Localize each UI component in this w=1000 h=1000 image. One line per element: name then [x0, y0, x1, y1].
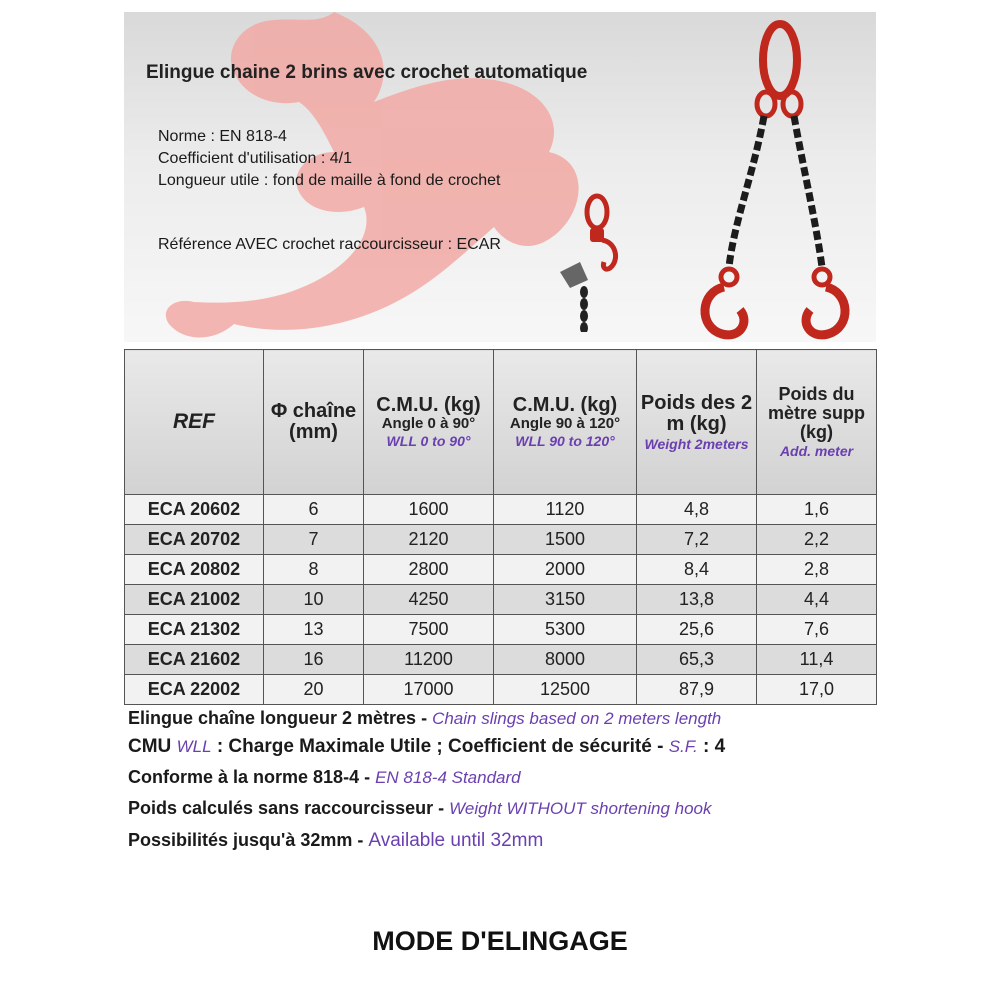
table-row: [125, 675, 877, 705]
cell-ref: ECA 21002: [125, 585, 264, 615]
cell-diameter: 20: [264, 675, 364, 705]
table-row: [125, 525, 877, 555]
table-row: [125, 585, 877, 615]
cell-weight-extra: 1,6: [757, 495, 877, 525]
cell-weight-extra: 7,6: [757, 615, 877, 645]
spec-coefficient: Coefficient d'utilisation : 4/1: [158, 150, 352, 167]
table-row: [125, 495, 877, 525]
chain-sling-image: [694, 12, 874, 342]
cell-diameter: 8: [264, 555, 364, 585]
cell-weight-2m: 8,4: [637, 555, 757, 585]
table-header-row: [125, 350, 877, 495]
cell-weight-2m: 13,8: [637, 585, 757, 615]
cell-weight-extra: 17,0: [757, 675, 877, 705]
note-length: Elingue chaîne longueur 2 mètres - Chain slings based on 2 meters length: [128, 708, 722, 728]
cell-diameter: 7: [264, 525, 364, 555]
cell-ref: ECA 20702: [125, 525, 264, 555]
cell-weight-2m: 65,3: [637, 645, 757, 675]
note-availability: Possibilités jusqu'à 32mm - Available until 32mm: [128, 830, 544, 851]
specifications-table: [124, 349, 877, 705]
shortening-hook-image: [554, 192, 624, 332]
spec-reference: Référence AVEC crochet raccourcisseur : ECAR: [158, 236, 501, 253]
column-header-weight-extra-meter: Poids du mètre supp (kg) Add. meter: [757, 350, 877, 495]
cell-ref: ECA 22002: [125, 675, 264, 705]
cell-wll-90-120: 1500: [494, 525, 637, 555]
cell-wll-90-120: 8000: [494, 645, 637, 675]
cell-wll-0-90: 2120: [364, 525, 494, 555]
product-title: Elingue chaine 2 brins avec crochet automatique: [146, 62, 588, 83]
column-header-ref: REF: [125, 350, 264, 495]
mode-title: MODE D'ELINGAGE: [372, 926, 628, 956]
cell-weight-2m: 25,6: [637, 615, 757, 645]
spec-length: Longueur utile : fond de maille à fond de crochet: [158, 172, 501, 189]
cell-wll-0-90: 11200: [364, 645, 494, 675]
cell-wll-0-90: 1600: [364, 495, 494, 525]
cell-ref: ECA 20602: [125, 495, 264, 525]
cell-diameter: 16: [264, 645, 364, 675]
cell-ref: ECA 21602: [125, 645, 264, 675]
cell-weight-extra: 11,4: [757, 645, 877, 675]
cell-wll-90-120: 3150: [494, 585, 637, 615]
cell-wll-90-120: 5300: [494, 615, 637, 645]
cell-weight-extra: 2,2: [757, 525, 877, 555]
cell-weight-2m: 4,8: [637, 495, 757, 525]
cell-diameter: 6: [264, 495, 364, 525]
cell-weight-extra: 2,8: [757, 555, 877, 585]
cell-wll-90-120: 1120: [494, 495, 637, 525]
cell-weight-2m: 7,2: [637, 525, 757, 555]
cell-wll-0-90: 2800: [364, 555, 494, 585]
table-row: [125, 645, 877, 675]
note-norm: Conforme à la norme 818-4 - EN 818-4 Standard: [128, 767, 521, 787]
spec-norm: Norme : EN 818-4: [158, 128, 287, 145]
table-row: [125, 615, 877, 645]
table-body: [125, 495, 877, 705]
table-row: [125, 555, 877, 585]
column-header-wll-90-120: C.M.U. (kg) Angle 90 à 120° WLL 90 to 120°: [494, 350, 637, 495]
cell-wll-0-90: 7500: [364, 615, 494, 645]
note-weight: Poids calculés sans raccourcisseur - Weight WITHOUT shortening hook: [128, 798, 712, 818]
cell-weight-extra: 4,4: [757, 585, 877, 615]
cell-diameter: 10: [264, 585, 364, 615]
cell-wll-0-90: 17000: [364, 675, 494, 705]
column-header-wll-0-90: C.M.U. (kg) Angle 0 à 90° WLL 0 to 90°: [364, 350, 494, 495]
cell-wll-0-90: 4250: [364, 585, 494, 615]
column-header-diameter: Φ chaîne (mm): [264, 350, 364, 495]
cell-ref: ECA 20802: [125, 555, 264, 585]
cell-wll-90-120: 2000: [494, 555, 637, 585]
product-banner: [124, 12, 876, 342]
column-header-weight-2m: Poids des 2 m (kg) Weight 2meters: [637, 350, 757, 495]
note-cmu: CMU WLL : Charge Maximale Utile ; Coefficient de sécurité - S.F. : 4: [128, 736, 726, 757]
cell-wll-90-120: 12500: [494, 675, 637, 705]
cell-weight-2m: 87,9: [637, 675, 757, 705]
cell-ref: ECA 21302: [125, 615, 264, 645]
cell-diameter: 13: [264, 615, 364, 645]
